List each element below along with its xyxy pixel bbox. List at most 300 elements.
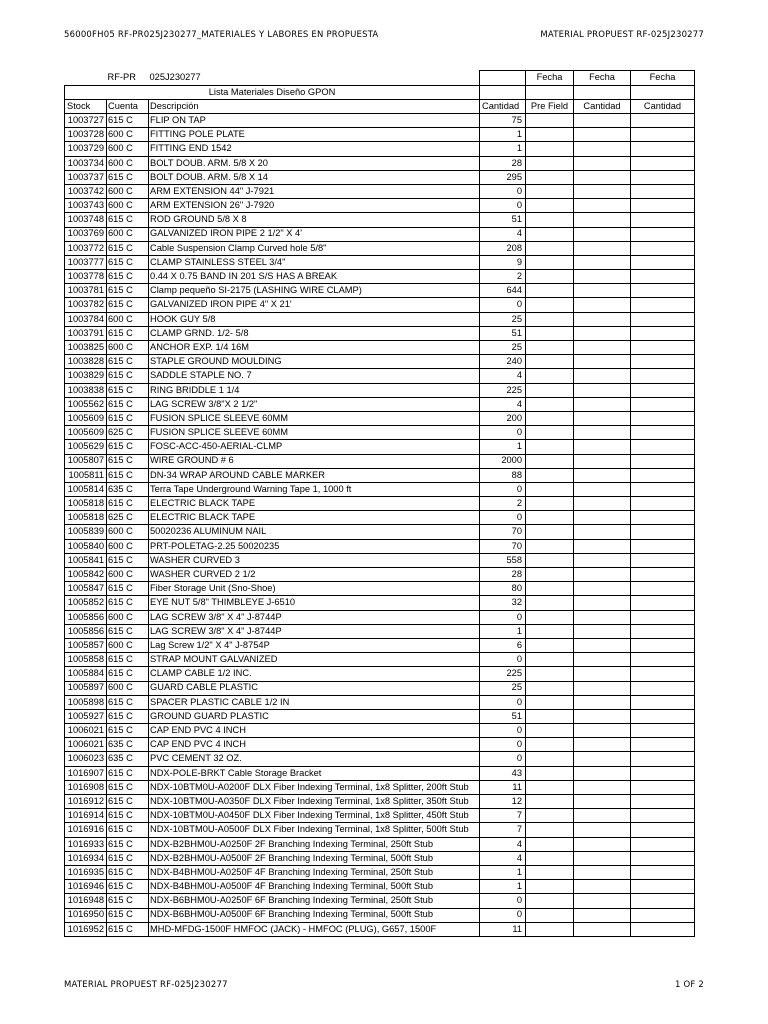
pre-field-cell <box>526 624 574 638</box>
cantidad-cell: 6 <box>480 638 526 652</box>
cuenta-cell: 615 C <box>107 596 149 610</box>
cantidad-2-cell <box>574 865 631 879</box>
sheet-title: Lista Materiales Diseño GPON <box>65 86 480 100</box>
cantidad-cell: 11 <box>480 780 526 794</box>
descripcion-cell: PVC CEMENT 32 OZ. <box>149 752 480 766</box>
cantidad-cell: 225 <box>480 383 526 397</box>
cantidad-3-cell <box>631 880 695 894</box>
cantidad-3-cell <box>631 241 695 255</box>
table-row <box>65 922 695 936</box>
cuenta-cell: 615 C <box>107 326 149 340</box>
descripcion-cell: WASHER CURVED 3 <box>149 553 480 567</box>
cuenta-cell: 615 C <box>107 497 149 511</box>
cantidad-2-cell <box>574 795 631 809</box>
cuenta-cell: 615 C <box>107 880 149 894</box>
table-row <box>65 482 695 496</box>
table-row <box>65 851 695 865</box>
cantidad-3-cell <box>631 653 695 667</box>
pre-field-cell <box>526 426 574 440</box>
pre-field-cell <box>526 454 574 468</box>
cantidad-3-cell <box>631 667 695 681</box>
cuenta-cell: 615 C <box>107 653 149 667</box>
header-row-dates <box>65 71 695 86</box>
descripcion-cell: CAP END PVC 4 INCH <box>149 738 480 752</box>
descripcion-cell: ARM EXTENSION 44" J-7921 <box>149 184 480 198</box>
cantidad-3-cell <box>631 624 695 638</box>
pre-field-cell <box>526 511 574 525</box>
cantidad-3-cell <box>631 497 695 511</box>
table-row <box>65 241 695 255</box>
col-header-descripcion: Descripción <box>149 100 480 114</box>
descripcion-cell: RING BRIDDLE 1 1/4 <box>149 383 480 397</box>
cantidad-cell: 0 <box>480 724 526 738</box>
stock-cell: 1003734 <box>65 156 107 170</box>
cuenta-cell: 600 C <box>107 227 149 241</box>
pre-field-cell <box>526 440 574 454</box>
descripcion-cell: CAP END PVC 4 INCH <box>149 724 480 738</box>
table-row <box>65 213 695 227</box>
cantidad-2-cell <box>574 284 631 298</box>
descripcion-cell: GALVANIZED IRON PIPE 4" X 21' <box>149 298 480 312</box>
cantidad-cell: 51 <box>480 213 526 227</box>
cantidad-2-cell <box>574 653 631 667</box>
table-row <box>65 667 695 681</box>
cantidad-2-cell <box>574 142 631 156</box>
pre-field-cell <box>526 809 574 823</box>
pre-field-cell <box>526 298 574 312</box>
cantidad-cell: 4 <box>480 397 526 411</box>
stock-cell: 1005898 <box>65 695 107 709</box>
pre-field-cell <box>526 582 574 596</box>
table-row <box>65 369 695 383</box>
cuenta-cell: 615 C <box>107 355 149 369</box>
cantidad-3-cell <box>631 341 695 355</box>
table-row <box>65 184 695 198</box>
stock-cell: 1016946 <box>65 880 107 894</box>
cantidad-cell: 0 <box>480 653 526 667</box>
pre-field-cell <box>526 865 574 879</box>
cantidad-cell: 51 <box>480 326 526 340</box>
table-row <box>65 837 695 851</box>
pre-field-cell <box>526 156 574 170</box>
pre-field-cell <box>526 766 574 780</box>
cuenta-cell: 600 C <box>107 638 149 652</box>
stock-cell: 1016912 <box>65 795 107 809</box>
cuenta-cell: 615 C <box>107 170 149 184</box>
pre-field-cell <box>526 738 574 752</box>
cantidad-cell: 0 <box>480 695 526 709</box>
stock-cell: 1003728 <box>65 128 107 142</box>
cantidad-cell: 25 <box>480 341 526 355</box>
stock-cell: 1005840 <box>65 539 107 553</box>
cantidad-3-cell <box>631 213 695 227</box>
descripcion-cell: STRAP MOUNT GALVANIZED <box>149 653 480 667</box>
descripcion-cell: Clamp pequeño SI-2175 (LASHING WIRE CLAMP) <box>149 284 480 298</box>
table-row <box>65 440 695 454</box>
stock-cell: 1005609 <box>65 411 107 425</box>
cantidad-cell: 32 <box>480 596 526 610</box>
cantidad-2-cell <box>574 199 631 213</box>
cantidad-cell: 80 <box>480 582 526 596</box>
cantidad-cell: 0 <box>480 610 526 624</box>
cantidad-3-cell <box>631 809 695 823</box>
table-row <box>65 709 695 723</box>
cantidad-2-cell <box>574 681 631 695</box>
pre-field-cell <box>526 695 574 709</box>
cantidad-3-cell <box>631 511 695 525</box>
pre-field-cell <box>526 638 574 652</box>
col-header-cantidad-2: Cantidad <box>574 100 631 114</box>
cantidad-cell: 88 <box>480 468 526 482</box>
cantidad-2-cell <box>574 482 631 496</box>
descripcion-cell: FUSION SPLICE SLEEVE 60MM <box>149 426 480 440</box>
table-row <box>65 170 695 184</box>
cantidad-2-cell <box>574 227 631 241</box>
stock-cell: 1005856 <box>65 624 107 638</box>
cantidad-cell: 1 <box>480 142 526 156</box>
cantidad-2-cell <box>574 440 631 454</box>
cantidad-2-cell <box>574 908 631 922</box>
cantidad-cell: 0 <box>480 738 526 752</box>
table-row <box>65 539 695 553</box>
pre-field-cell <box>526 312 574 326</box>
cuenta-cell: 615 C <box>107 823 149 837</box>
cuenta-cell: 600 C <box>107 681 149 695</box>
stock-cell: 1016914 <box>65 809 107 823</box>
cantidad-3-cell <box>631 170 695 184</box>
cantidad-cell: 200 <box>480 411 526 425</box>
stock-cell: 1005852 <box>65 596 107 610</box>
table-row <box>65 411 695 425</box>
descripcion-cell: FUSION SPLICE SLEEVE 60MM <box>149 411 480 425</box>
rf-value: 025J230277 <box>149 72 201 83</box>
stock-cell: 1016935 <box>65 865 107 879</box>
table-row <box>65 738 695 752</box>
cantidad-2-cell <box>574 638 631 652</box>
cuenta-cell: 615 C <box>107 667 149 681</box>
cantidad-cell: 0 <box>480 184 526 198</box>
cantidad-2-cell <box>574 156 631 170</box>
pre-field-cell <box>526 880 574 894</box>
cantidad-3-cell <box>631 908 695 922</box>
cantidad-cell: 558 <box>480 553 526 567</box>
cuenta-cell: 615 C <box>107 284 149 298</box>
stock-cell: 1005562 <box>65 397 107 411</box>
cantidad-2-cell <box>574 397 631 411</box>
cantidad-cell: 0 <box>480 426 526 440</box>
descripcion-cell: GROUND GUARD PLASTIC <box>149 709 480 723</box>
descripcion-cell: Terra Tape Underground Warning Tape 1, 1000 ft <box>149 482 480 496</box>
descripcion-cell: GUARD CABLE PLASTIC <box>149 681 480 695</box>
cantidad-3-cell <box>631 780 695 794</box>
cantidad-cell: 4 <box>480 227 526 241</box>
cantidad-cell: 0 <box>480 298 526 312</box>
descripcion-cell: FITTING POLE PLATE <box>149 128 480 142</box>
stock-cell: 1016934 <box>65 851 107 865</box>
table-row <box>65 128 695 142</box>
cantidad-cell: 4 <box>480 369 526 383</box>
cantidad-2-cell <box>574 213 631 227</box>
cantidad-2-cell <box>574 752 631 766</box>
cuenta-cell: 600 C <box>107 312 149 326</box>
stock-cell: 1005927 <box>65 709 107 723</box>
table-row <box>65 795 695 809</box>
cuenta-cell: 615 C <box>107 795 149 809</box>
stock-cell: 1005858 <box>65 653 107 667</box>
cantidad-3-cell <box>631 397 695 411</box>
pre-field-cell <box>526 199 574 213</box>
cantidad-3-cell <box>631 128 695 142</box>
pre-field-cell <box>526 369 574 383</box>
cantidad-2-cell <box>574 426 631 440</box>
descripcion-cell: SADDLE STAPLE NO. 7 <box>149 369 480 383</box>
pre-field-cell <box>526 184 574 198</box>
cantidad-3-cell <box>631 709 695 723</box>
cuenta-cell: 615 C <box>107 709 149 723</box>
cantidad-cell: 70 <box>480 539 526 553</box>
cuenta-cell: 600 C <box>107 610 149 624</box>
pre-field-cell <box>526 653 574 667</box>
cantidad-2-cell <box>574 497 631 511</box>
cantidad-2-cell <box>574 454 631 468</box>
cuenta-cell: 635 C <box>107 738 149 752</box>
descripcion-cell: BOLT DOUB. ARM. 5/8 X 14 <box>149 170 480 184</box>
stock-cell: 1003772 <box>65 241 107 255</box>
cantidad-2-cell <box>574 326 631 340</box>
cantidad-2-cell <box>574 468 631 482</box>
cuenta-cell: 615 C <box>107 383 149 397</box>
cantidad-3-cell <box>631 312 695 326</box>
cuenta-cell: 615 C <box>107 624 149 638</box>
stock-cell: 1005818 <box>65 497 107 511</box>
cantidad-3-cell <box>631 752 695 766</box>
table-row <box>65 284 695 298</box>
cantidad-cell: 2 <box>480 497 526 511</box>
stock-cell: 1003781 <box>65 284 107 298</box>
cantidad-3-cell <box>631 837 695 851</box>
cantidad-2-cell <box>574 255 631 269</box>
cantidad-2-cell <box>574 851 631 865</box>
cuenta-cell: 600 C <box>107 199 149 213</box>
cuenta-cell: 625 C <box>107 426 149 440</box>
cantidad-2-cell <box>574 724 631 738</box>
cantidad-2-cell <box>574 880 631 894</box>
descripcion-cell: NDX-B4BHM0U-A0500F 4F Branching Indexing Terminal, 500ft Stub <box>149 880 480 894</box>
table-row <box>65 553 695 567</box>
cuenta-cell: 615 C <box>107 695 149 709</box>
pre-field-cell <box>526 411 574 425</box>
cantidad-2-cell <box>574 128 631 142</box>
descripcion-cell: HOOK GUY 5/8 <box>149 312 480 326</box>
descripcion-cell: ELECTRIC BLACK TAPE <box>149 511 480 525</box>
cantidad-2-cell <box>574 170 631 184</box>
cantidad-3-cell <box>631 284 695 298</box>
cantidad-3-cell <box>631 411 695 425</box>
descripcion-cell: NDX-10BTM0U-A0500F DLX Fiber Indexing Terminal, 1x8 Splitter, 500ft Stub <box>149 823 480 837</box>
cantidad-3-cell <box>631 638 695 652</box>
stock-cell: 1003829 <box>65 369 107 383</box>
table-row <box>65 326 695 340</box>
table-row <box>65 780 695 794</box>
cantidad-3-cell <box>631 426 695 440</box>
cantidad-3-cell <box>631 596 695 610</box>
descripcion-cell: NDX-B4BHM0U-A0250F 4F Branching Indexing Terminal, 250ft Stub <box>149 865 480 879</box>
descripcion-cell: NDX-10BTM0U-A0450F DLX Fiber Indexing Terminal, 1x8 Splitter, 450ft Stub <box>149 809 480 823</box>
pre-field-cell <box>526 539 574 553</box>
stock-cell: 1003742 <box>65 184 107 198</box>
cantidad-2-cell <box>574 667 631 681</box>
cantidad-2-cell <box>574 539 631 553</box>
pre-field-cell <box>526 284 574 298</box>
stock-cell: 1005818 <box>65 511 107 525</box>
pre-field-cell <box>526 326 574 340</box>
descripcion-cell: NDX-10BTM0U-A0350F DLX Fiber Indexing Terminal, 1x8 Splitter, 350ft Stub <box>149 795 480 809</box>
cantidad-3-cell <box>631 553 695 567</box>
table-row <box>65 497 695 511</box>
cantidad-3-cell <box>631 582 695 596</box>
pre-field-cell <box>526 213 574 227</box>
table-row <box>65 894 695 908</box>
cantidad-2-cell <box>574 766 631 780</box>
pre-field-cell <box>526 525 574 539</box>
cantidad-2-cell <box>574 809 631 823</box>
cantidad-cell: 0 <box>480 908 526 922</box>
cantidad-cell: 2 <box>480 270 526 284</box>
cuenta-cell: 615 C <box>107 851 149 865</box>
descripcion-cell: GALVANIZED IRON PIPE 2 1/2" X 4' <box>149 227 480 241</box>
descripcion-cell: NDX-B6BHM0U-A0250F 6F Branching Indexing Terminal, 250ft Stub <box>149 894 480 908</box>
descripcion-cell: ELECTRIC BLACK TAPE <box>149 497 480 511</box>
pre-field-cell <box>526 468 574 482</box>
cantidad-3-cell <box>631 114 695 128</box>
date-header-1: Fecha <box>526 71 574 86</box>
cantidad-cell: 7 <box>480 809 526 823</box>
cantidad-cell: 4 <box>480 851 526 865</box>
table-row <box>65 908 695 922</box>
col-header-cantidad-3: Cantidad <box>631 100 695 114</box>
stock-cell: 1016907 <box>65 766 107 780</box>
pre-field-cell <box>526 681 574 695</box>
table-row <box>65 610 695 624</box>
stock-cell: 1005839 <box>65 525 107 539</box>
cantidad-2-cell <box>574 341 631 355</box>
cuenta-cell: 600 C <box>107 568 149 582</box>
cuenta-cell: 615 C <box>107 908 149 922</box>
cuenta-cell: 615 C <box>107 241 149 255</box>
cantidad-3-cell <box>631 326 695 340</box>
cantidad-3-cell <box>631 610 695 624</box>
pre-field-cell <box>526 482 574 496</box>
cantidad-3-cell <box>631 454 695 468</box>
cantidad-2-cell <box>574 411 631 425</box>
pre-field-cell <box>526 596 574 610</box>
cantidad-3-cell <box>631 539 695 553</box>
cuenta-cell: 615 C <box>107 213 149 227</box>
cuenta-cell: 600 C <box>107 142 149 156</box>
stock-cell: 1006021 <box>65 724 107 738</box>
descripcion-cell: SPACER PLASTIC CABLE 1/2 IN <box>149 695 480 709</box>
stock-cell: 1005811 <box>65 468 107 482</box>
stock-cell: 1005807 <box>65 454 107 468</box>
pre-field-cell <box>526 780 574 794</box>
column-header-row <box>65 100 695 114</box>
table-row <box>65 695 695 709</box>
cantidad-2-cell <box>574 184 631 198</box>
cantidad-3-cell <box>631 142 695 156</box>
stock-cell: 1016916 <box>65 823 107 837</box>
cantidad-cell: 75 <box>480 114 526 128</box>
cuenta-cell: 615 C <box>107 922 149 936</box>
pre-field-cell <box>526 255 574 269</box>
cantidad-2-cell <box>574 837 631 851</box>
stock-cell: 1005884 <box>65 667 107 681</box>
descripcion-cell: NDX-10BTM0U-A0200F DLX Fiber Indexing Terminal, 1x8 Splitter, 200ft Stub <box>149 780 480 794</box>
cantidad-2-cell <box>574 738 631 752</box>
pre-field-cell <box>526 114 574 128</box>
pre-field-cell <box>526 553 574 567</box>
cantidad-3-cell <box>631 184 695 198</box>
table-row <box>65 596 695 610</box>
pre-field-cell <box>526 142 574 156</box>
cantidad-cell: 0 <box>480 482 526 496</box>
stock-cell: 1003777 <box>65 255 107 269</box>
stock-cell: 1003743 <box>65 199 107 213</box>
cuenta-cell: 615 C <box>107 780 149 794</box>
cantidad-3-cell <box>631 270 695 284</box>
cuenta-cell: 615 C <box>107 837 149 851</box>
table-row <box>65 525 695 539</box>
cantidad-2-cell <box>574 582 631 596</box>
stock-cell: 1006023 <box>65 752 107 766</box>
stock-cell: 1003828 <box>65 355 107 369</box>
cantidad-cell: 225 <box>480 667 526 681</box>
stock-cell: 1003838 <box>65 383 107 397</box>
cuenta-cell: 615 C <box>107 298 149 312</box>
descripcion-cell: Fiber Storage Unit (Sno-Shoe) <box>149 582 480 596</box>
table-row <box>65 454 695 468</box>
stock-cell: 1003782 <box>65 298 107 312</box>
cuenta-cell: 615 C <box>107 397 149 411</box>
cantidad-cell: 7 <box>480 823 526 837</box>
descripcion-cell: NDX-POLE-BRKT Cable Storage Bracket <box>149 766 480 780</box>
table-row <box>65 823 695 837</box>
cantidad-2-cell <box>574 369 631 383</box>
cantidad-3-cell <box>631 823 695 837</box>
cuenta-cell: 615 C <box>107 766 149 780</box>
pre-field-cell <box>526 341 574 355</box>
cuenta-cell: 615 C <box>107 369 149 383</box>
cuenta-cell: 600 C <box>107 539 149 553</box>
descripcion-cell: 50020236 ALUMINUM NAIL <box>149 525 480 539</box>
cantidad-cell: 4 <box>480 837 526 851</box>
pre-field-cell <box>526 724 574 738</box>
rf-label: RF-PR <box>107 72 136 83</box>
cantidad-cell: 9 <box>480 255 526 269</box>
pre-field-cell <box>526 568 574 582</box>
pre-field-cell <box>526 709 574 723</box>
stock-cell: 1005814 <box>65 482 107 496</box>
stock-cell: 1003784 <box>65 312 107 326</box>
descripcion-cell: CLAMP STAINLESS STEEL 3/4" <box>149 255 480 269</box>
pre-field-cell <box>526 908 574 922</box>
cuenta-cell: 615 C <box>107 582 149 596</box>
pre-field-cell <box>526 610 574 624</box>
table-row <box>65 752 695 766</box>
descripcion-cell: STAPLE GROUND MOULDING <box>149 355 480 369</box>
table-row <box>65 355 695 369</box>
table-row <box>65 809 695 823</box>
pre-field-cell <box>526 497 574 511</box>
